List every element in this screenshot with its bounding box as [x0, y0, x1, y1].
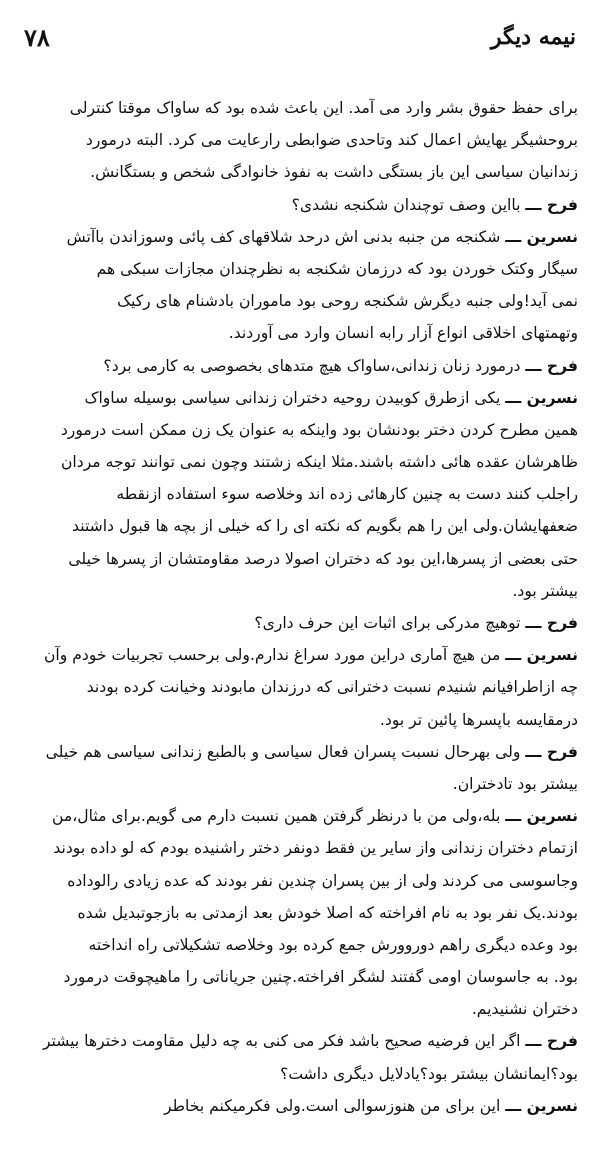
line-text: بیشتر بود تادختران. [452, 774, 578, 793]
line-text: دختران نشنیدیم. [471, 1000, 578, 1019]
text-line [22, 124, 578, 156]
dialogue-line [22, 189, 578, 221]
dialogue-line [22, 221, 578, 253]
line-text: راجلب کنند دست به چنین کارهائی زده اند وخلاصه سوء استفاده ازنقطه [116, 485, 578, 504]
speaker-name: فرح ـــ [525, 356, 578, 375]
line-text: زندانیان سیاسی این باز بستگی داشت به نفوذ خانوادگی شخص و بستگانش. [90, 163, 578, 182]
line-text: همین مطرح کردن دختر بودنشان بود واینکه به عنوان یک زن ممکن است درمورد [60, 420, 578, 439]
line-text: وتهمتهای اخلاقی انواع آزار رابه انسان وارد می آوردند. [228, 324, 578, 343]
line-text: بود؟ایمانشان بیشتر بود؟یادلایل دیگری داشت؟ [280, 1064, 578, 1083]
speaker-name: فرح ـــ [525, 742, 578, 761]
text-line [22, 285, 578, 317]
line-text: توهیچ مدرکی برای اثبات این حرف داری؟ [254, 614, 526, 632]
dialogue-line [22, 736, 578, 768]
text-line [22, 543, 578, 575]
text-line [22, 414, 578, 446]
speaker-name: فرح ـــ [525, 1032, 578, 1051]
text-line [22, 671, 578, 703]
line-text: چه ازاطرافیانم شنیدم نسبت دخترانی که درزندان مابودند وخیانت کرده بودند [86, 678, 578, 697]
text-line [22, 253, 578, 285]
dialogue-line [22, 639, 578, 671]
line-text: درمورد زنان زندانی،ساواک هیچ متدهای بخصوصی به کارمی برد؟ [103, 356, 526, 375]
speaker-name: نسرین ـــ [505, 646, 578, 665]
line-text: بیشتر بود. [512, 581, 578, 600]
speaker-name: نسرین ـــ [505, 807, 578, 826]
dialogue-line [22, 1025, 578, 1057]
book-title: نیمه دیگر [490, 24, 576, 50]
dialogue-line [22, 607, 578, 639]
text-line [22, 510, 578, 542]
dialogue-line [22, 382, 578, 414]
page-number: ۷۸ [24, 22, 50, 52]
line-text: بود. به جاسوسان اومی گفتند لشگر افراخته.چنین جریاناتی را ماهیچوقت درمورد [63, 968, 578, 987]
line-text: ضعفهایشان.ولی این را هم بگویم که نکته ای را که خیلی از بچه ها قبول داشتند [72, 517, 578, 536]
text-line [22, 897, 578, 929]
line-text: ظاهرشان عقده هائی داشته باشند.مثلا اینکه زشتند وچون نمی توانند توجه مردان [60, 453, 578, 472]
text-line [22, 92, 578, 124]
text-line [22, 929, 578, 961]
line-text: بله،ولی من با درنظر گرفتن همین نسبت دارم می گویم.برای مثال،من [52, 807, 506, 826]
speaker-name: نسرین ـــ [505, 227, 578, 246]
text-line [22, 446, 578, 478]
line-text: وجاسوسی می کردند ولی از بین پسران چندین نفر بودند که عده زیادی رالوداده [67, 871, 578, 890]
line-text: بروحشیگر یهایش اعمال کند وتاحدی ضوابطی رارعایت می کرد. البته درمورد [85, 131, 578, 150]
line-text: این برای من هنوزسوالی است.ولی فکرمیکنم بخاطر [164, 1096, 506, 1115]
text-line [22, 1058, 578, 1090]
line-text: حتی بعضی از پسرها،این بود که دختران اصولا درصد مقاومتشان از پسرها خیلی [68, 549, 578, 568]
line-text: شکنجه من جنبه بدنی اش درحد شلاقهای کف پائی وسوزاندن باآتش [66, 227, 506, 246]
line-text: سیگار وکتک خوردن بود که درزمان شکنجه به نظرچندان مجازات سبکی هم [96, 259, 578, 278]
line-text: بود وعده دیگری راهم دوروورش جمع کرده بود وخلاصه تشکیلاتی راه انداخته [88, 935, 578, 954]
line-text: بااین وصف توچندان شکنجه نشدی؟ [291, 195, 526, 214]
speaker-name: فرح ـــ [525, 614, 578, 632]
speaker-name: نسرین ـــ [505, 1096, 578, 1115]
text-line [22, 961, 578, 993]
text-line [22, 317, 578, 349]
page-header [24, 20, 576, 54]
text-line [22, 478, 578, 510]
text-line [22, 156, 578, 188]
line-text: درمقایسه باپسرها پائین تر بود. [379, 710, 578, 729]
line-text: من هیچ آماری دراین مورد سراغ ندارم.ولی برحسب تجربیات خودم وآن [43, 646, 506, 665]
line-text: ازتمام دختران زندانی واز سایر ین فقط دونفر دختر راشنیده بودم که لو داده بودند [53, 839, 578, 858]
line-text: برای حفظ حقوق بشر وارد می آمد. این باعث شده بود که ساواک موقتا کنترلی [69, 99, 578, 117]
line-text: نمی آید!ولی جنبه دیگرش شکنجه روحی بود ماموران بادشنام های رکیک [117, 292, 578, 311]
text-line [22, 575, 578, 607]
body-text [22, 92, 578, 1122]
line-text: ولی بهرحال نسبت پسران فعال سیاسی و بالطبع زندانی سیاسی هم خیلی [45, 742, 526, 761]
text-line [22, 768, 578, 800]
line-text: یکی ازطرق کوبیدن روحیه دختران زندانی سیاسی بوسیله ساواک [84, 388, 506, 407]
dialogue-line [22, 800, 578, 832]
text-line [22, 832, 578, 864]
speaker-name: نسرین ـــ [505, 388, 578, 407]
text-line [22, 704, 578, 736]
dialogue-line [22, 1090, 578, 1122]
dialogue-line [22, 350, 578, 382]
line-text: اگر این فرضیه صحیح باشد فکر می کنی به چه دلیل مقاومت دخترها بیشتر [42, 1032, 526, 1051]
text-line [22, 993, 578, 1025]
text-line [22, 865, 578, 897]
line-text: بودند.یک نفر بود به نام افراخته که اصلا خودش بعد ازمدتی به بازجوتبدیل شده [77, 903, 578, 922]
speaker-name: فرح ـــ [525, 195, 578, 214]
